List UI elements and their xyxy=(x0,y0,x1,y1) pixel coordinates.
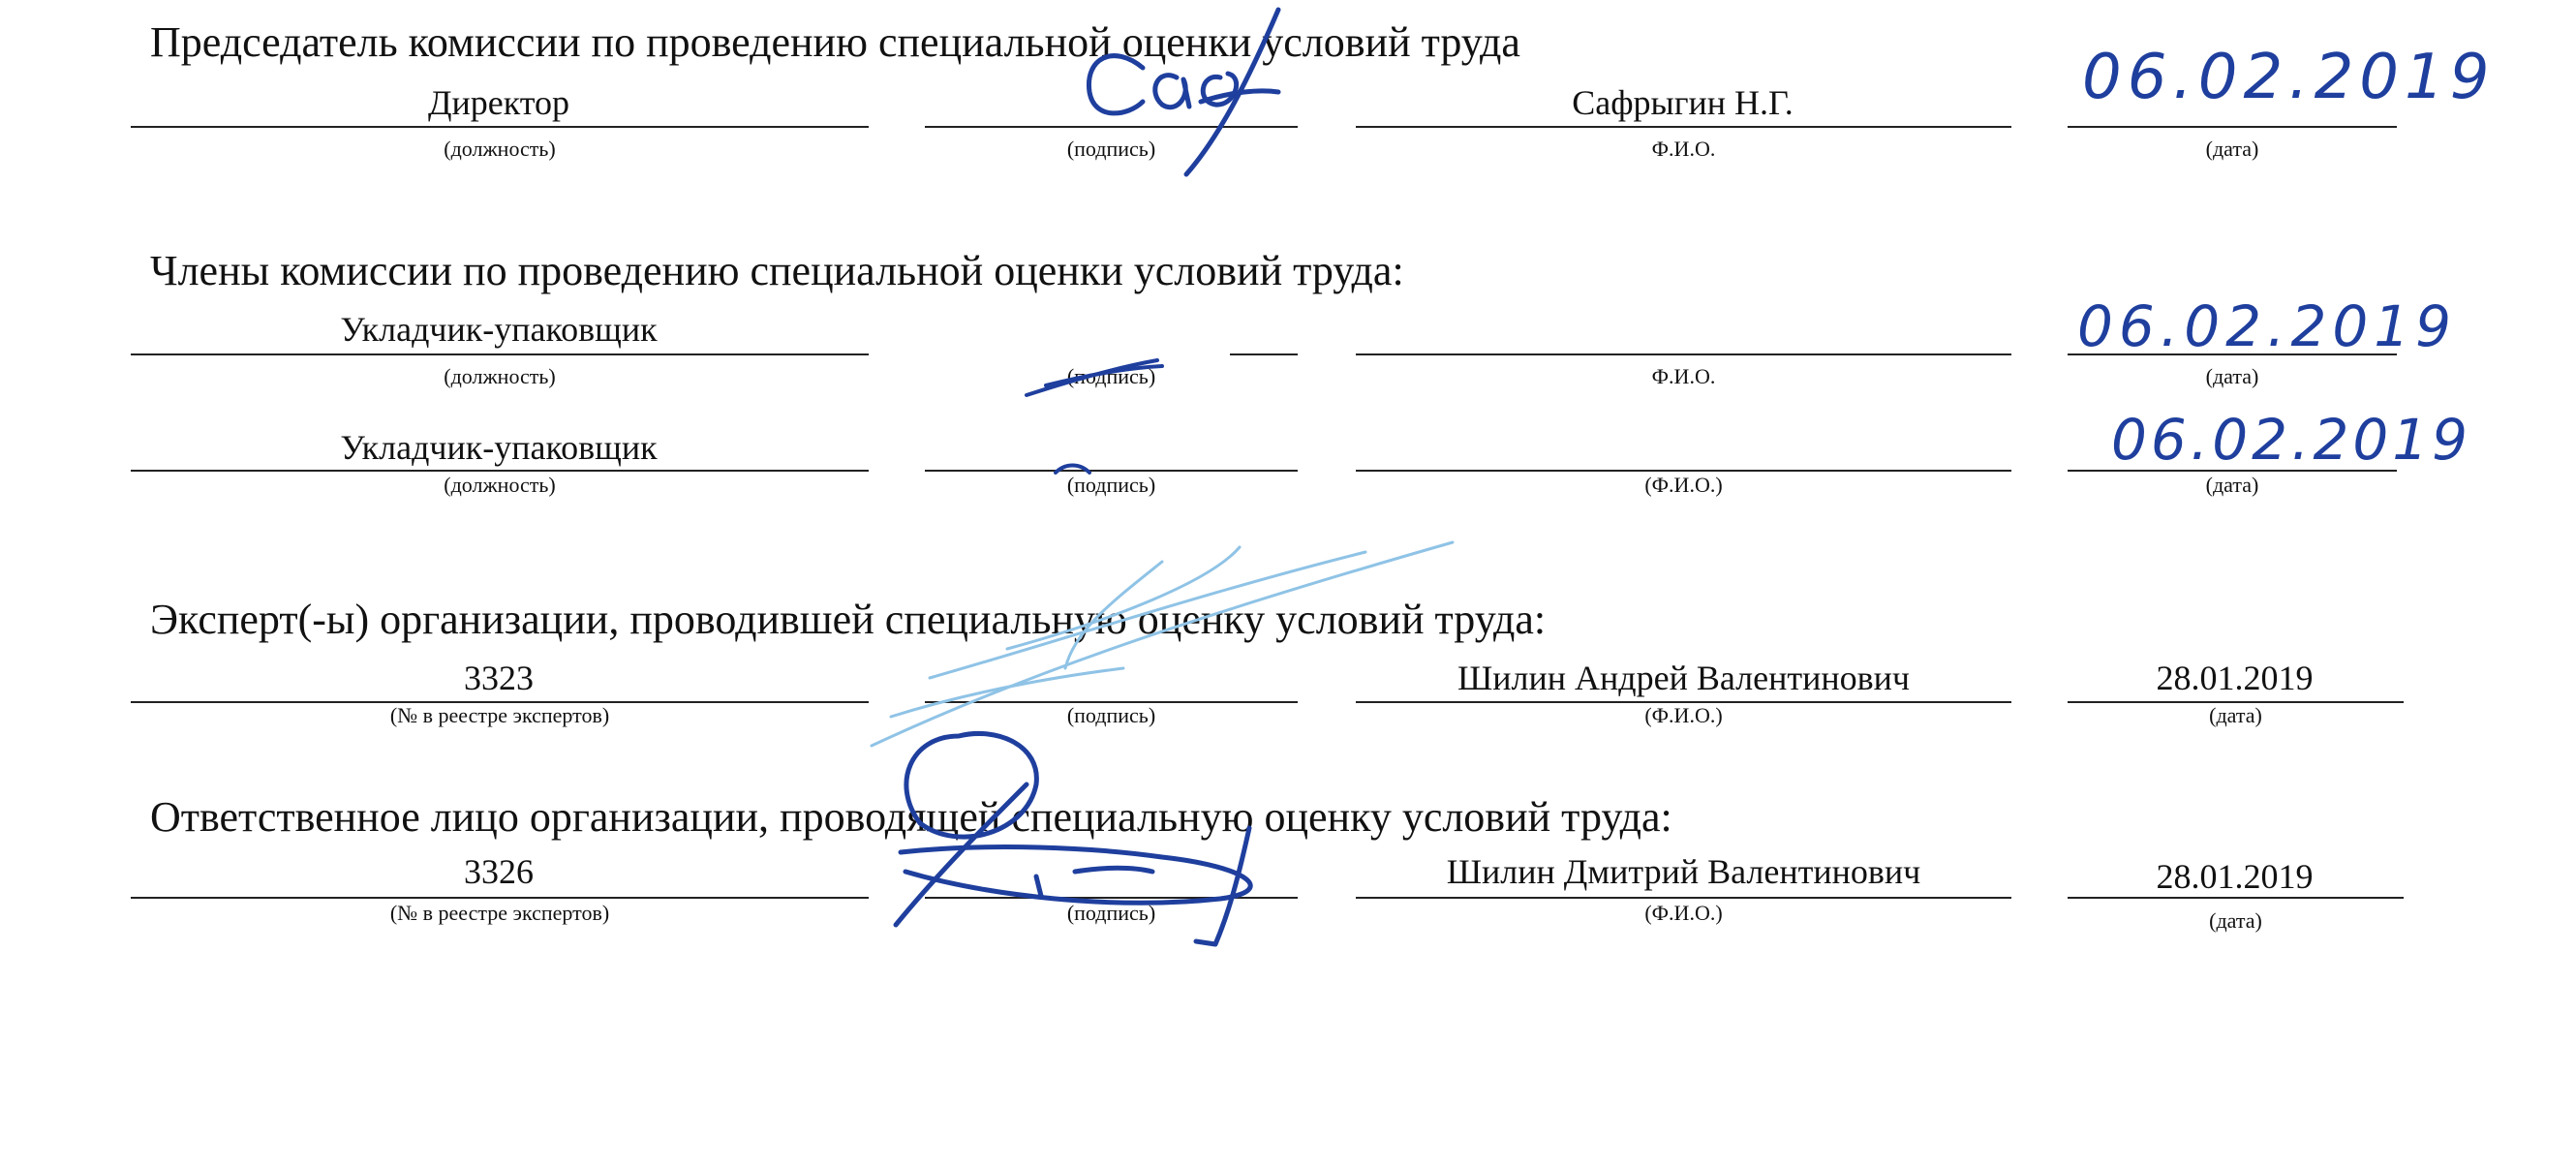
responsible-date-line xyxy=(2068,897,2404,899)
chair-signature-line xyxy=(925,126,1298,128)
member-2-position: Укладчик-упаковщик xyxy=(340,428,658,467)
experts-heading: Эксперт(-ы) организации, проводившей специальную оценку условий труда: xyxy=(150,596,1547,643)
member-1-position: Укладчик-упаковщик xyxy=(340,310,658,349)
responsible-name-line xyxy=(1356,897,2011,899)
responsible-heading: Ответственное лицо организации, проводящей специальную оценку условий труда: xyxy=(150,793,1672,841)
member-1-signature-line xyxy=(1230,353,1298,355)
expert-registry-number: 3323 xyxy=(464,659,534,697)
chair-signature-caption: (подпись) xyxy=(1066,137,1156,161)
chair-heading: Председатель комиссии по проведению специальной оценки условий труда xyxy=(150,18,1520,66)
responsible-registry-line xyxy=(131,897,869,899)
member-2-date-handwritten: 06.02.2019 xyxy=(2111,407,2472,473)
member-1-date-handwritten: 06.02.2019 xyxy=(2077,293,2458,359)
responsible-date: 28.01.2019 xyxy=(2156,857,2314,896)
chair-name: Сафрыгин Н.Г. xyxy=(1572,83,1794,122)
expert-name-caption: (Ф.И.О.) xyxy=(1644,703,1723,727)
members-heading: Члены комиссии по проведению специальной оценки условий труда: xyxy=(150,247,1404,294)
member-1-name-caption: Ф.И.О. xyxy=(1651,364,1716,388)
member-2-position-caption: (должность) xyxy=(444,473,556,497)
responsible-name: Шилин Дмитрий Валентинович xyxy=(1446,852,1921,891)
member-2-date-line xyxy=(2068,470,2397,472)
member-1-date-caption: (дата) xyxy=(2205,364,2259,388)
member-2-signature-caption: (подпись) xyxy=(1066,473,1156,497)
chair-position-line xyxy=(131,126,869,128)
expert-name: Шилин Андрей Валентинович xyxy=(1457,659,1911,697)
responsible-name-caption: (Ф.И.О.) xyxy=(1644,901,1723,925)
expert-date: 28.01.2019 xyxy=(2156,659,2314,697)
chair-date-caption: (дата) xyxy=(2205,137,2259,161)
member-2-position-line xyxy=(131,470,869,472)
chair-date-handwritten: 06.02.2019 xyxy=(2082,42,2496,113)
chair-name-line xyxy=(1356,126,2011,128)
member-1-position-caption: (должность) xyxy=(444,364,556,388)
member-1-name-line xyxy=(1356,353,2011,355)
member-1-date-line xyxy=(2068,353,2397,355)
expert-date-caption: (дата) xyxy=(2209,703,2262,727)
responsible-date-caption: (дата) xyxy=(2209,908,2262,933)
chair-date-line xyxy=(2068,126,2397,128)
responsible-registry-caption: (№ в реестре экспертов) xyxy=(389,901,610,925)
expert-registry-caption: (№ в реестре экспертов) xyxy=(389,703,610,727)
member-2-name-caption: (Ф.И.О.) xyxy=(1644,473,1723,497)
member-1-signature-caption: (подпись) xyxy=(1066,364,1156,388)
member-2-date-caption: (дата) xyxy=(2205,473,2259,497)
chair-position: Директор xyxy=(427,83,570,122)
member-2-name-line xyxy=(1356,470,2011,472)
member-2-signature-line xyxy=(925,470,1298,472)
responsible-signature-caption: (подпись) xyxy=(1066,901,1156,925)
member-1-position-line xyxy=(131,353,869,355)
responsible-signature-line xyxy=(925,897,1298,899)
responsible-registry-number: 3326 xyxy=(464,852,534,891)
chair-position-caption: (должность) xyxy=(444,137,556,161)
expert-signature-caption: (подпись) xyxy=(1066,703,1156,727)
chair-name-caption: Ф.И.О. xyxy=(1651,137,1716,161)
